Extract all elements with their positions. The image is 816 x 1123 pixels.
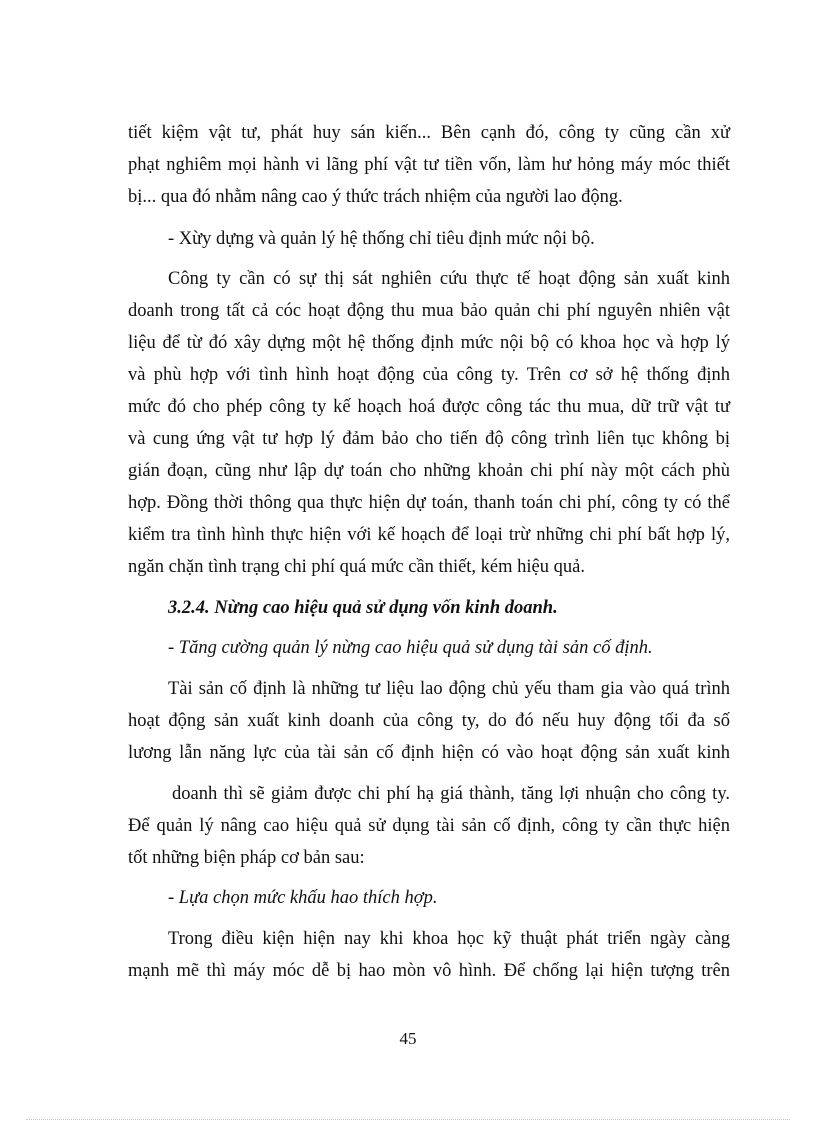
body-text-line: tiết kiệm vật tư, phát huy sán kiến... Bên cạnh đó, công ty cũng cần xử [128,123,730,143]
section-heading: 3.2.4. Nừng cao hiệu quả sử dụng vốn kinh doanh. [168,598,558,618]
body-text-line: phạt nghiêm mọi hành vi lãng phí vật tư tiền vốn, làm hư hỏng máy móc thiết [128,155,730,175]
body-text-line: doanh thì sẽ giảm được chi phí hạ giá thành, tăng lợi nhuận cho công ty. [172,784,730,804]
body-text-line: Để quản lý nâng cao hiệu quả sử dụng tài sản cố định, công ty cần thực hiện [128,816,730,836]
body-text-line: lương lẫn năng lực của tài sản cố định hiện có vào hoạt động sản xuất kinh [128,743,730,763]
section-bullet: - Xừy dựng và quản lý hệ thống chỉ tiêu định mức nội bộ. [168,229,595,249]
body-text-line: và phù hợp với tình hình hoạt động của công ty. Trên cơ sở hệ thống định [128,365,730,385]
body-text-line: doanh trong tất cả cóc hoạt động thu mua bảo quản chi phí nguyên nhiên vật [128,301,730,321]
body-text-line: hợp. Đồng thời thông qua thực hiện dự toán, thanh toán chi phí, công ty có thể [128,493,730,513]
body-text-line: kiểm tra tình hình thực hiện với kế hoạch để loại trừ những chi phí bất hợp lý, [128,525,730,545]
body-text-line: ngăn chặn tình trạng chi phí quá mức cần thiết, kém hiệu quả. [128,557,585,577]
body-text-line: mạnh mẽ thì máy móc dễ bị hao mòn vô hình. Để chống lại hiện tượng trên [128,961,730,981]
subsection-bullet: - Tăng cường quản lý nừng cao hiệu quả sử dụng tài sản cố định. [168,638,653,658]
page-number: 45 [399,1029,417,1048]
subsection-bullet: - Lựa chọn mức khấu hao thích hợp. [168,888,438,908]
body-text-line: Tài sản cố định là những tư liệu lao động chủ yếu tham gia vào quá trình [168,679,730,699]
body-text-line: Trong điều kiện hiện nay khi khoa học kỹ thuật phát triển ngày càng [168,929,730,949]
body-text-line: Công ty cần có sự thị sát nghiên cứu thực tế hoạt động sản xuất kinh [168,269,730,289]
page-bottom-divider [26,1119,790,1120]
body-text-line: tốt những biện pháp cơ bản sau: [128,848,365,868]
body-text-line: mức đó cho phép công ty kế hoạch hoá được công tác thu mua, dữ trữ vật tư [128,397,730,417]
body-text-line: hoạt động sản xuất kinh doanh của công ty, do đó nếu huy động tối đa số [128,711,730,731]
body-text-line: liệu để từ đó xây dựng một hệ thống định mức nội bộ có khoa học và hợp lý [128,333,730,353]
body-text-line: và cung ứng vật tư hợp lý đảm bảo cho tiến độ công trình liên tục không bị [128,429,730,449]
body-text-line: gián đoạn, cũng như lập dự toán cho những khoản chi phí này một cách phù [128,461,730,481]
body-text-line: bị... qua đó nhằm nâng cao ý thức trách nhiệm của người lao động. [128,187,623,207]
